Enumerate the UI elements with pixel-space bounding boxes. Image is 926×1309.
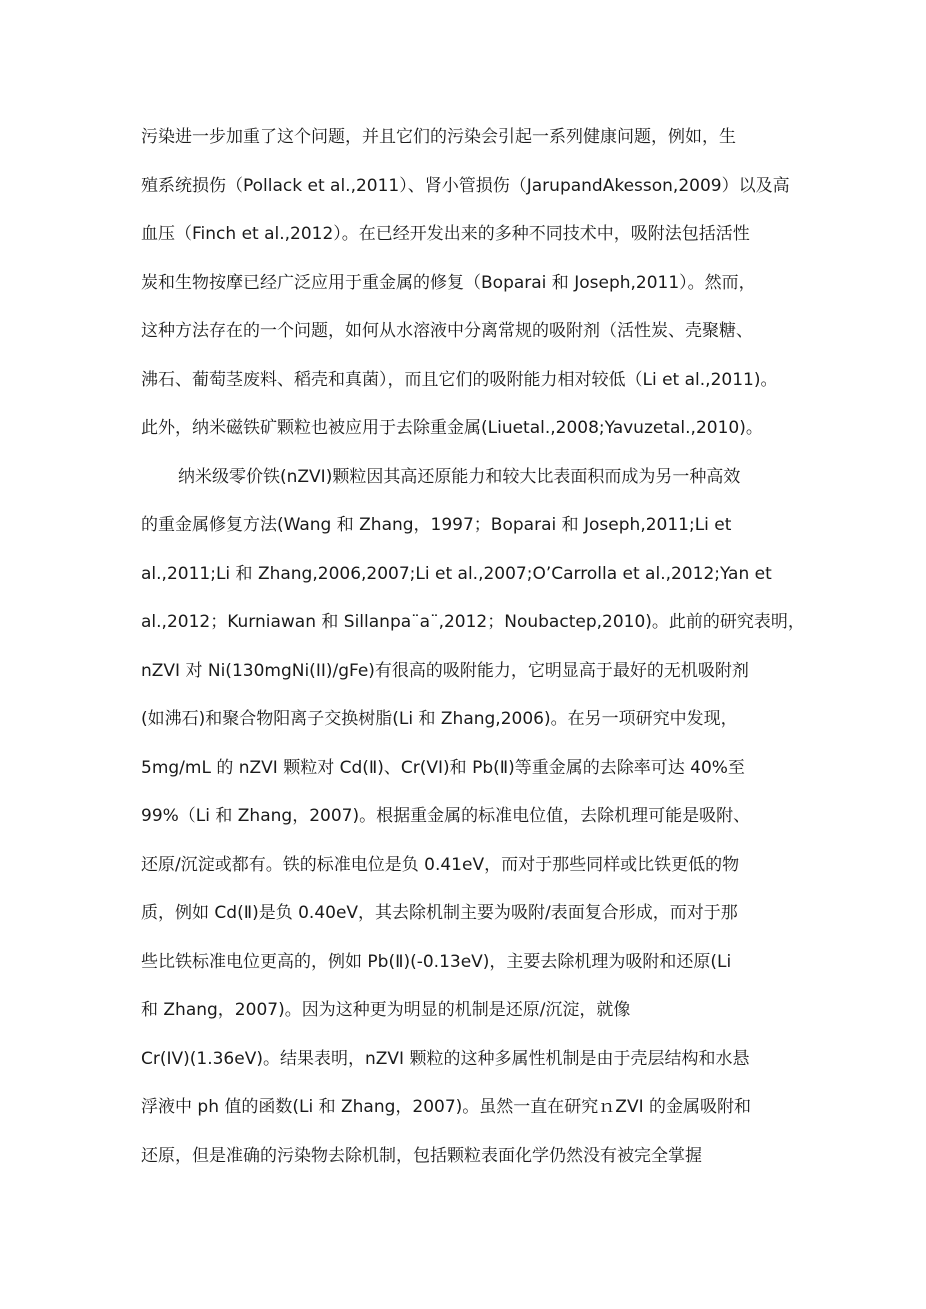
- text-line: 这种方法存在的一个问题，如何从水溶液中分离常规的吸附剂（活性炭、壳聚糖、: [141, 321, 753, 341]
- text-line: al.,2011;Li 和 Zhang,2006,2007;Li et al.,2007;O’Carrolla et al.,2012;Yan et: [141, 563, 772, 584]
- text-line: 些比铁标准电位更高的，例如 Pb(Ⅱ)(-0.13eV)，主要去除机理为吸附和还原(Li: [141, 951, 732, 972]
- text-line: Cr(IV)(1.36eV)。结果表明，nZVI 颗粒的这种多属性机制是由于壳层结构和水悬: [141, 1048, 750, 1069]
- text-line: 还原/沉淀或都有。铁的标准电位是负 0.41eV，而对于那些同样或比铁更低的物: [141, 854, 740, 875]
- text-line: 血压（Finch et al.,2012）。在已经开发出来的多种不同技术中，吸附法包括活性: [141, 224, 750, 244]
- text-line: 浮液中 ph 值的函数(Li 和 Zhang，2007)。虽然一直在研究ｎZVI 的金属吸附和: [141, 1097, 751, 1117]
- text-line: 和 Zhang，2007)。因为这种更为明显的机制是还原/沉淀，就像: [141, 1000, 631, 1020]
- text-line: 沸石、葡萄茎废料、稻壳和真菌），而且它们的吸附能力相对较低（Li et al.,2011)。: [141, 369, 778, 390]
- text-line: 纳米级零价铁(nZVI)颗粒因其高还原能力和较大比表面积而成为另一种高效: [178, 466, 741, 487]
- paragraph-1: [141, 118, 801, 458]
- text-line: 炭和生物按摩已经广泛应用于重金属的修复（Boparai 和 Joseph,2011）。然而，: [141, 272, 756, 293]
- text-line: al.,2012；Kurniawan 和 Sillanpa¨a¨,2012；Noubactep,2010)。此前的研究表明，: [141, 612, 805, 632]
- text-line: 还原，但是准确的污染物去除机制，包括颗粒表面化学仍然没有被完全掌握: [141, 1145, 702, 1166]
- text-line: 的重金属修复方法(Wang 和 Zhang，1997；Boparai 和 Joseph,2011;Li et: [141, 515, 732, 535]
- text-line: 5mg/mL 的 nZVI 颗粒对 Cd(Ⅱ)、Cr(VI)和 Pb(Ⅱ)等重金属的去除率可达 40%至: [141, 757, 745, 778]
- body-text: [141, 118, 805, 1185]
- text-line: nZVI 对 Ni(130mgNi(II)/gFe)有很高的吸附能力，它明显高于最好的无机吸附剂: [141, 660, 749, 681]
- text-line: 99%（Li 和 Zhang，2007)。根据重金属的标准电位值，去除机理可能是吸附、: [141, 806, 751, 826]
- text-line: 污染进一步加重了这个问题，并且它们的污染会引起一系列健康问题，例如，生: [141, 127, 736, 147]
- text-line: 殖系统损伤（Pollack et al.,2011）、肾小管损伤（JarupandAkesson,2009）以及高: [141, 175, 790, 196]
- text-line: 质，例如 Cd(Ⅱ)是负 0.40eV，其去除机制主要为吸附/表面复合形成，而对于那: [141, 903, 738, 923]
- text-line: 此外，纳米磁铁矿颗粒也被应用于去除重金属(Liuetal.,2008;Yavuzetal.,2010)。: [141, 418, 763, 438]
- text-line: (如沸石)和聚合物阳离子交换树脂(Li 和 Zhang,2006)。在另一项研究中发现，: [141, 709, 738, 729]
- paragraph-2: [141, 458, 805, 1186]
